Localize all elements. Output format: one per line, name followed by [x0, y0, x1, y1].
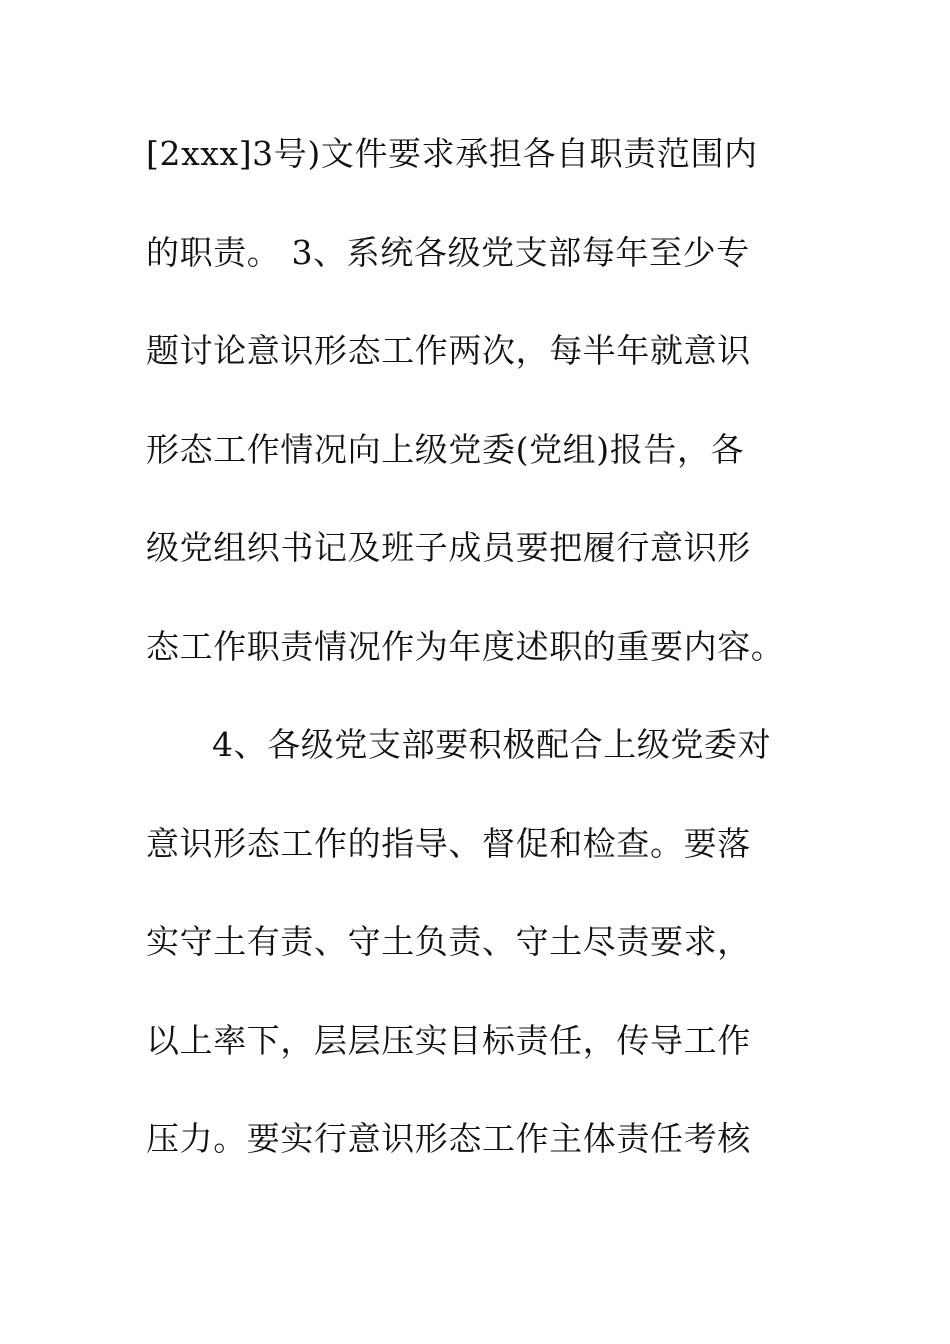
text-line-5: 级党组织书记及班子成员要把履行意识形: [146, 528, 751, 567]
text-line-10: 以上率下，层层压实目标责任，传导工作: [146, 1020, 751, 1060]
text-line-8: 意识形态工作的指导、督促和检查。要落: [146, 823, 751, 863]
text-line-6: 态工作职责情况作为年度述职的重要内容。: [146, 626, 785, 666]
body-text: [146, 127, 826, 1211]
text-line-4: 形态工作情况向上级党委(党组)报告，各: [146, 429, 745, 469]
text-line-9: 实守土有责、守土负责、守土尽责要求，: [146, 922, 751, 961]
text-line-2: 的职责。 3、系统各级党支部每年至少专: [146, 232, 750, 272]
text-line-3: 题讨论意识形态工作两次，每半年就意识: [146, 331, 751, 370]
text-line-7: 4、各级党支部要积极配合上级党委对: [212, 725, 772, 764]
text-line-11: 压力。要实行意识形态工作主体责任考核: [146, 1119, 751, 1158]
text-line-1: [2xxx]3号)文件要求承担各自职责范围内: [146, 134, 758, 173]
